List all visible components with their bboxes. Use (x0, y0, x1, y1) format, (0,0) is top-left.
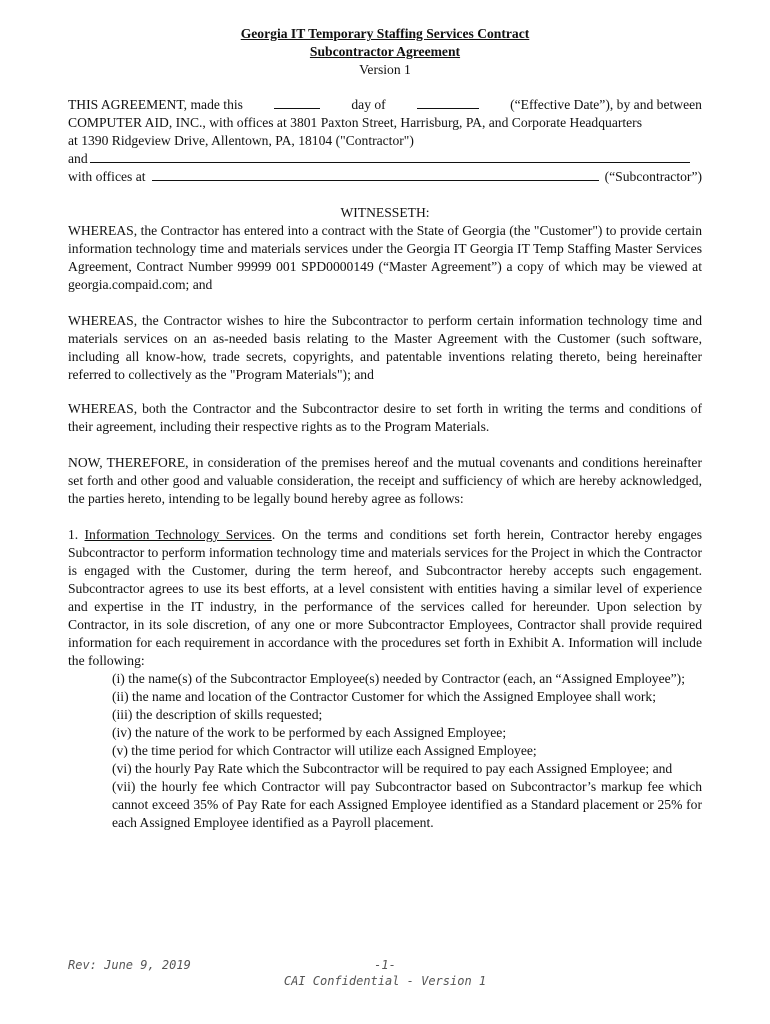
intro-day-of-text: day of (351, 97, 386, 112)
footer-confidential: CAI Confidential - Version 1 (283, 974, 487, 988)
section-1-paragraph (68, 526, 702, 670)
list-item: (i) the name(s) of the Subcontractor Employee(s) needed by Contractor (each, an “Assigned Employee”); (112, 671, 685, 686)
day-blank (274, 96, 320, 109)
section-1-heading: Information Technology Services (84, 527, 272, 542)
intro-offices-line (68, 168, 702, 186)
and-label: and (68, 151, 88, 166)
footer-revision: Rev: June 9, 2019 (68, 958, 191, 972)
intro-and-line (68, 150, 702, 168)
list-item: (iv) the nature of the work to be performed by each Assigned Employee; (112, 725, 507, 740)
section-1-body: . On the terms and conditions set forth herein, Contractor hereby engages Subcontractor to perform information technology time and materials services for the Project in which the Contractor is engaged with the Customer, during the term hereof, and Subcontractor hereby accepts such engagement. Subcontractor agrees to use its best efforts, at a level consistent with entities having a similar level of experience and expertise in the IT industry, in the performance of the services called for hereunder. Upon selection by Contractor, in its sole discretion, of any one or more Subcontractor Employees, Contractor shall provide required information for each requirement in accordance with the procedures set forth in Exhibit A. Information will include the following: (68, 527, 702, 668)
document-subtitle: Subcontractor Agreement (309, 44, 461, 59)
intro-line-1 (68, 96, 702, 114)
list-item: (vi) the hourly Pay Rate which the Subcontractor will be required to pay each Assigned Employee; and (112, 761, 673, 776)
witnesseth-heading: WITNESSETH: (340, 205, 430, 220)
section-1-number: 1. (68, 527, 79, 542)
intro-line-2: COMPUTER AID, INC., with offices at 3801 Paxton Street, Harrisburg, PA, and Corporate Headquarters (68, 115, 643, 130)
whereas-paragraph-1: WHEREAS, the Contractor has entered into a contract with the State of Georgia (the "Customer") to provide certain information technology time and materials services under the Georgia IT Georgia IT Temp Staffing Master Services Agreement, Contract Number 99999 001 SPD0000149 (“Master Agreement”) a copy of which may be viewed at georgia.compaid.com; and (68, 223, 702, 292)
subcontractor-label: (“Subcontractor”) (604, 169, 702, 184)
document-title: Georgia IT Temporary Staffing Services Contract (240, 26, 530, 41)
footer-page-number: -1- (374, 958, 396, 972)
offices-label: with offices at (68, 169, 146, 184)
document-version: Version 1 (359, 62, 411, 77)
intro-line-3: at 1390 Ridgeview Drive, Allentown, PA, 18104 ("Contractor") (68, 133, 414, 148)
now-therefore-paragraph: NOW, THEREFORE, in consideration of the premises hereof and the mutual covenants and conditions hereinafter set forth and other good and valuable consideration, the receipt and sufficiency of which are hereby acknowledged, the parties hereto, intending to be legally bound hereby agree as follows: (68, 455, 702, 506)
whereas-paragraph-2: WHEREAS, the Contractor wishes to hire the Subcontractor to perform certain information technology time and materials services on an as-needed basis relating to the Master Agreement with the Customer (such software, including all know-how, trade secrets, copyrights, and patentable inventions relating thereto, being hereinafter referred to collectively as the "Program Materials"); and (68, 313, 702, 382)
intro-agreement-text: THIS AGREEMENT, made this (68, 97, 243, 112)
subcontractor-address-blank (152, 168, 599, 181)
intro-effective-date-text: (“Effective Date”), by and between (510, 97, 702, 112)
list-item: (vii) the hourly fee which Contractor will pay Subcontractor based on Subcontractor’s markup fee which cannot exceed 35% of Pay Rate for each Assigned Employee identified as a Standard placement or 25% for each Assigned Employee identified as a Payroll placement. (112, 779, 702, 830)
subcontractor-name-blank (90, 150, 690, 163)
list-item: (v) the time period for which Contractor will utilize each Assigned Employee; (112, 743, 537, 758)
whereas-paragraph-3: WHEREAS, both the Contractor and the Subcontractor desire to set forth in writing the terms and conditions of their agreement, including their respective rights as to the Program Materials. (68, 401, 702, 434)
month-blank (417, 96, 479, 109)
list-item: (iii) the description of skills requested; (112, 707, 323, 722)
list-item: (ii) the name and location of the Contractor Customer for which the Assigned Employee shall work; (112, 689, 656, 704)
section-1-list (112, 670, 702, 832)
